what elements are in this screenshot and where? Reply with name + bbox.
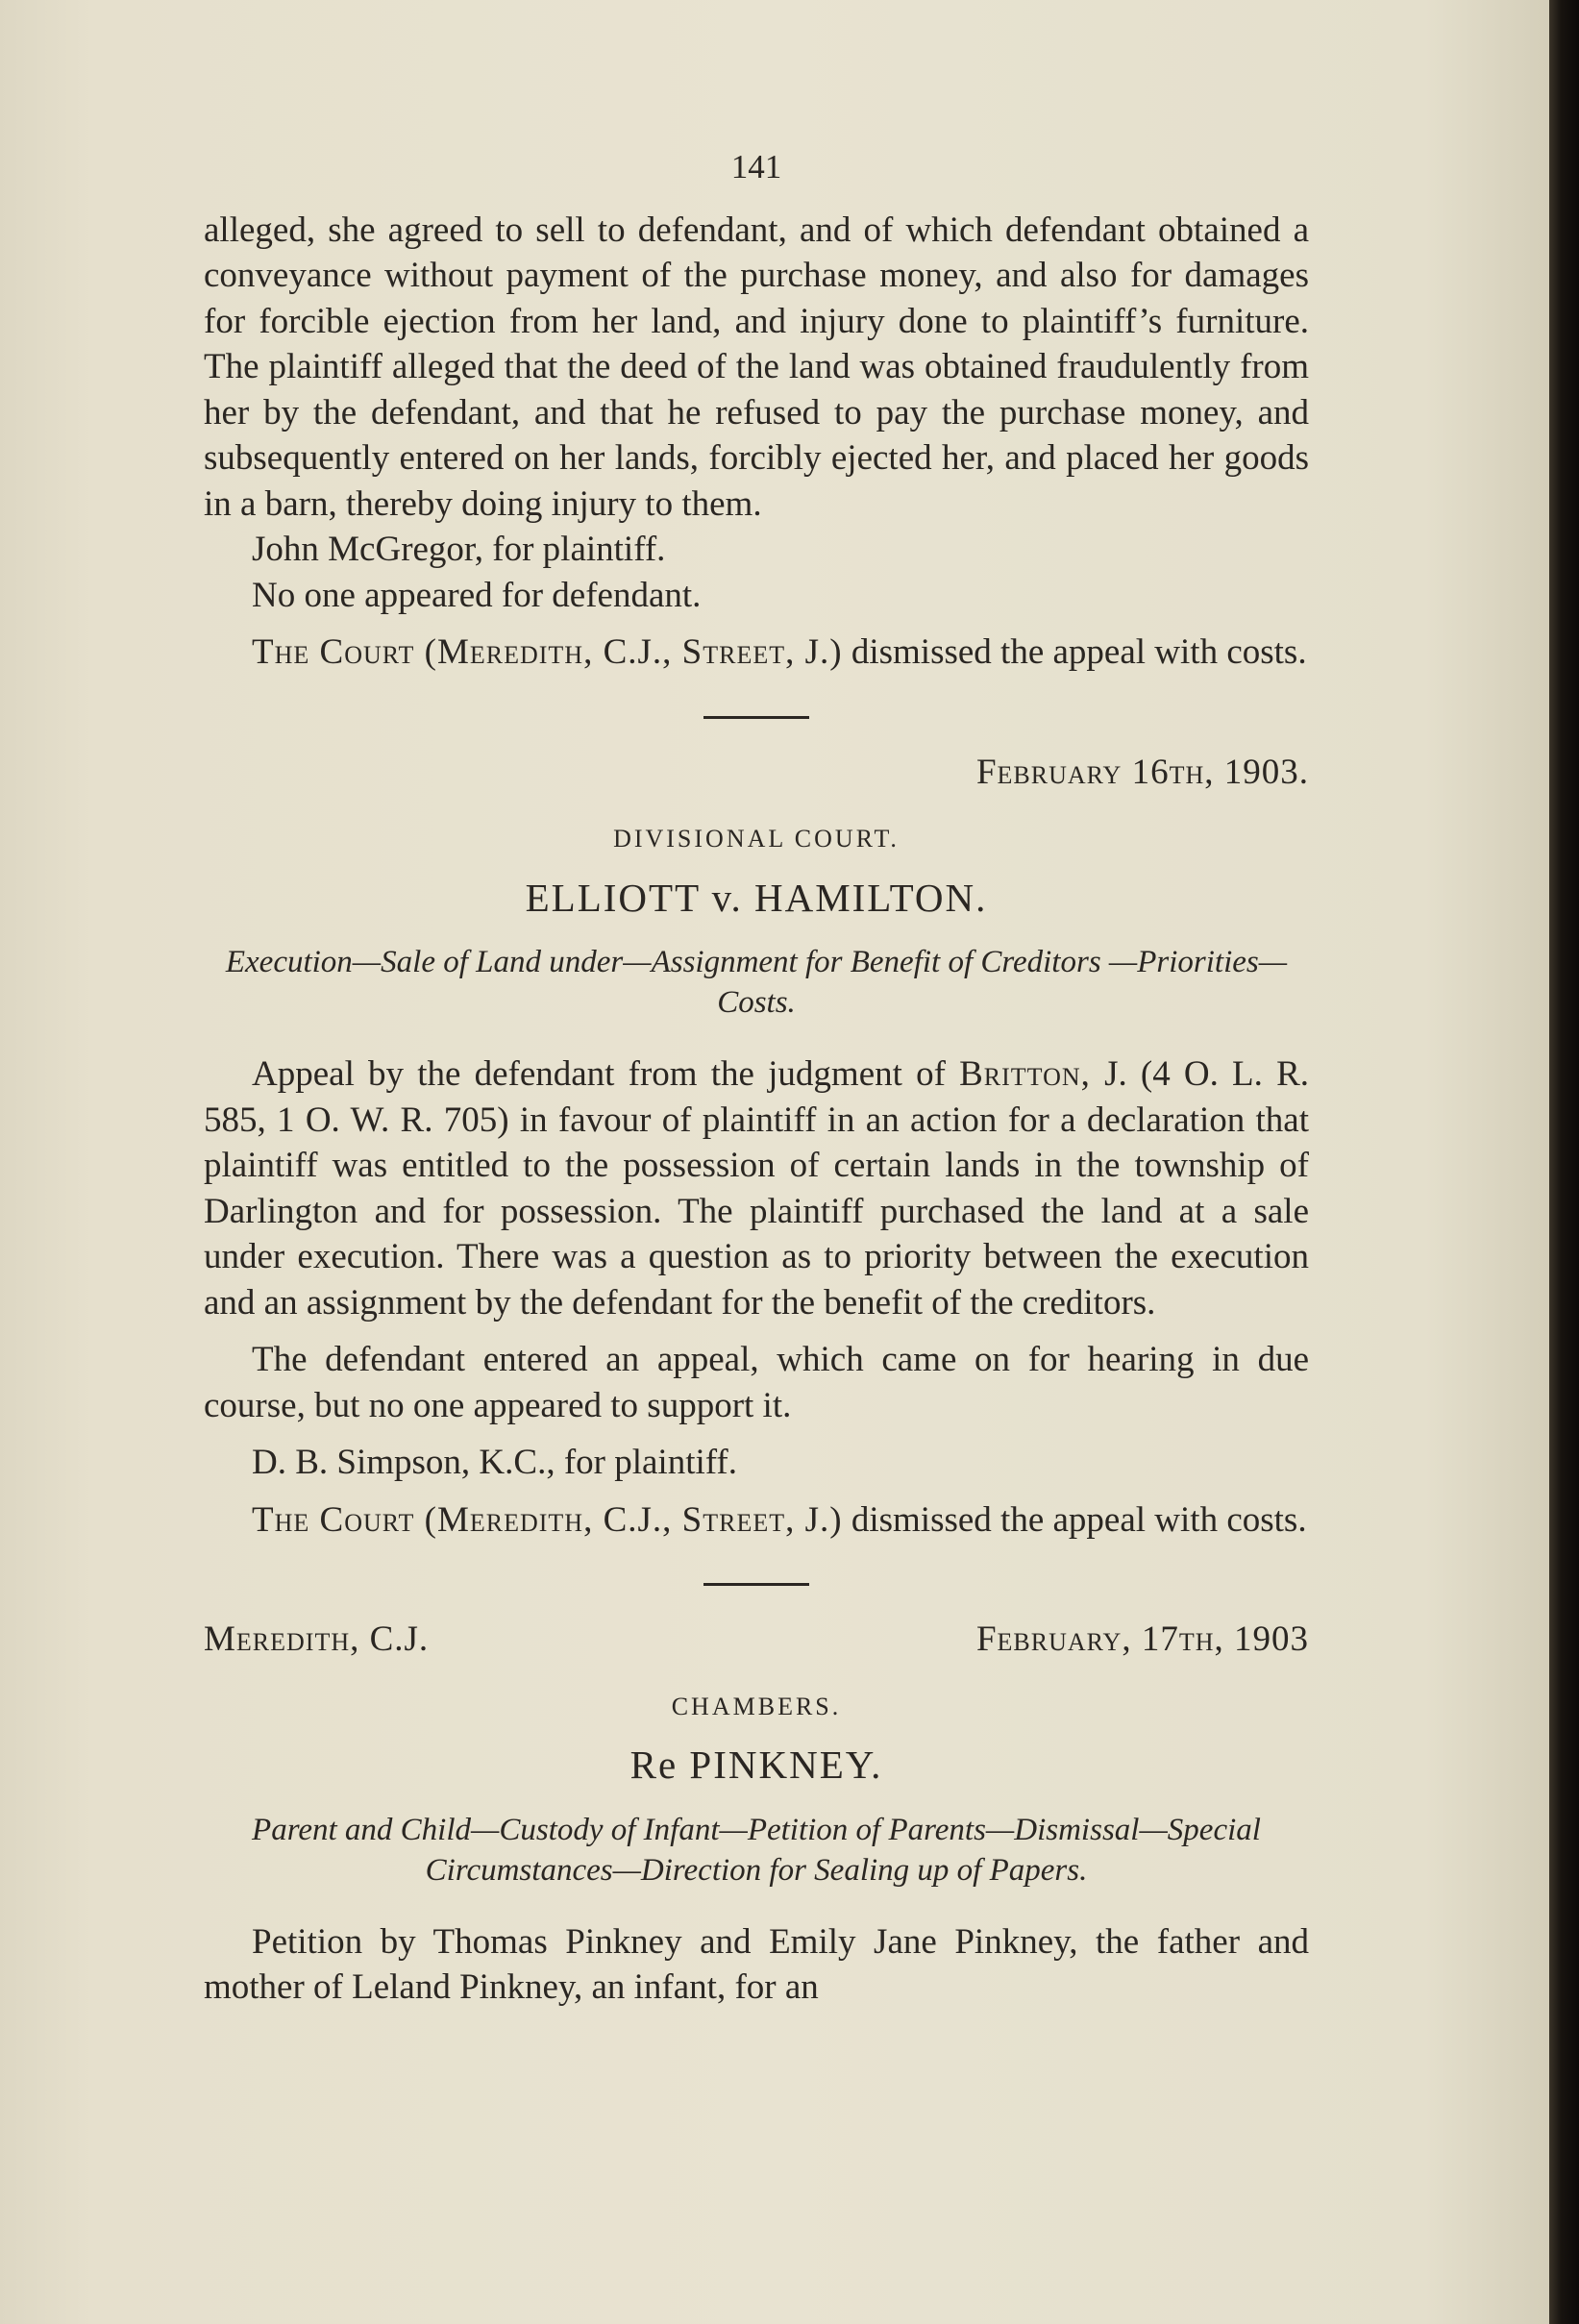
counsel-line: John McGregor, for plaintiff. [252,530,666,569]
court-name: DIVISIONAL COURT. [613,825,900,853]
case-title: ELLIOTT v. HAMILTON. [525,875,988,920]
case-date: February 16th, 1903. [975,752,1309,792]
decision-paragraph [204,630,1309,676]
court-label: The Court (Meredith, C.J., Street, J.) [252,1499,843,1540]
section-divider [703,1583,809,1586]
judge-date-line [204,1617,1309,1663]
counsel-line: D. B. Simpson, K.C., for plaintiff. [252,1443,737,1482]
decision-text: dismissed the appeal with costs. [851,632,1307,672]
case-body: J. (4 O. L. R. 585, 1 O. W. R. 705) in favour of plaintiff in an action for a declaration that plaintiff was entitled to the possession of certain lands in the township of Darlington and for possession. The plaintiff purchased the land at a sale under execution. There was a question as to priority between the execution and an assignment by the defendant for the benefit of the creditors. [204,1054,1310,1323]
book-binding-edge [1549,0,1579,2324]
case-paragraph [204,1051,1309,1325]
case-intro: Appeal by the defendant from the judgment of [252,1054,946,1094]
judge-name: Meredith, C.J. [204,1619,430,1659]
no-appearance-line: No one appeared for defendant. [252,575,702,615]
page-text [204,144,1309,2011]
page-number: 141 [730,148,782,185]
decision-text: dismissed the appeal with costs. [851,1499,1307,1540]
appeal-note: The defendant entered an appeal, which came on for hearing in due course, but no one appeared to support it. [204,1340,1309,1425]
paragraph-continued: alleged, she agreed to sell to defendant, and of which defendant obtained a conveyance without payment of the purchase money, and also for damages for forcible ejection from her land, and injury done to plaintiff’s furniture. The plaintiff alleged that the deed of the land was obtained fraudulently from her by the defendant, and that he refused to pay the purchase money, and subsequently entered on her lands, forcibly ejected her, and placed her goods in a barn, thereby doing injury to them. [204,210,1309,524]
judge-name: Britton, [959,1054,1091,1094]
headnote: Execution—Sale of Land under—Assignment for Benefit of Creditors —Priorities—Costs. [225,945,1288,1020]
decision-paragraph [204,1497,1309,1544]
case-paragraph: Petition by Thomas Pinkney and Emily Jane Pinkney, the father and mother of Leland Pinkney, an infant, for an [204,1921,1309,2007]
court-name: CHAMBERS. [671,1692,842,1720]
case-title: Re PINKNEY. [629,1743,883,1787]
section-divider [703,716,809,719]
case-date: February, 17th, 1903 [975,1619,1309,1659]
court-label: The Court (Meredith, C.J., Street, J.) [252,632,843,672]
headnote: Parent and Child—Custody of Infant—Petition of Parents—Dismissal—Special Circumstances—Direction for Sealing up of Papers. [252,1812,1261,1888]
